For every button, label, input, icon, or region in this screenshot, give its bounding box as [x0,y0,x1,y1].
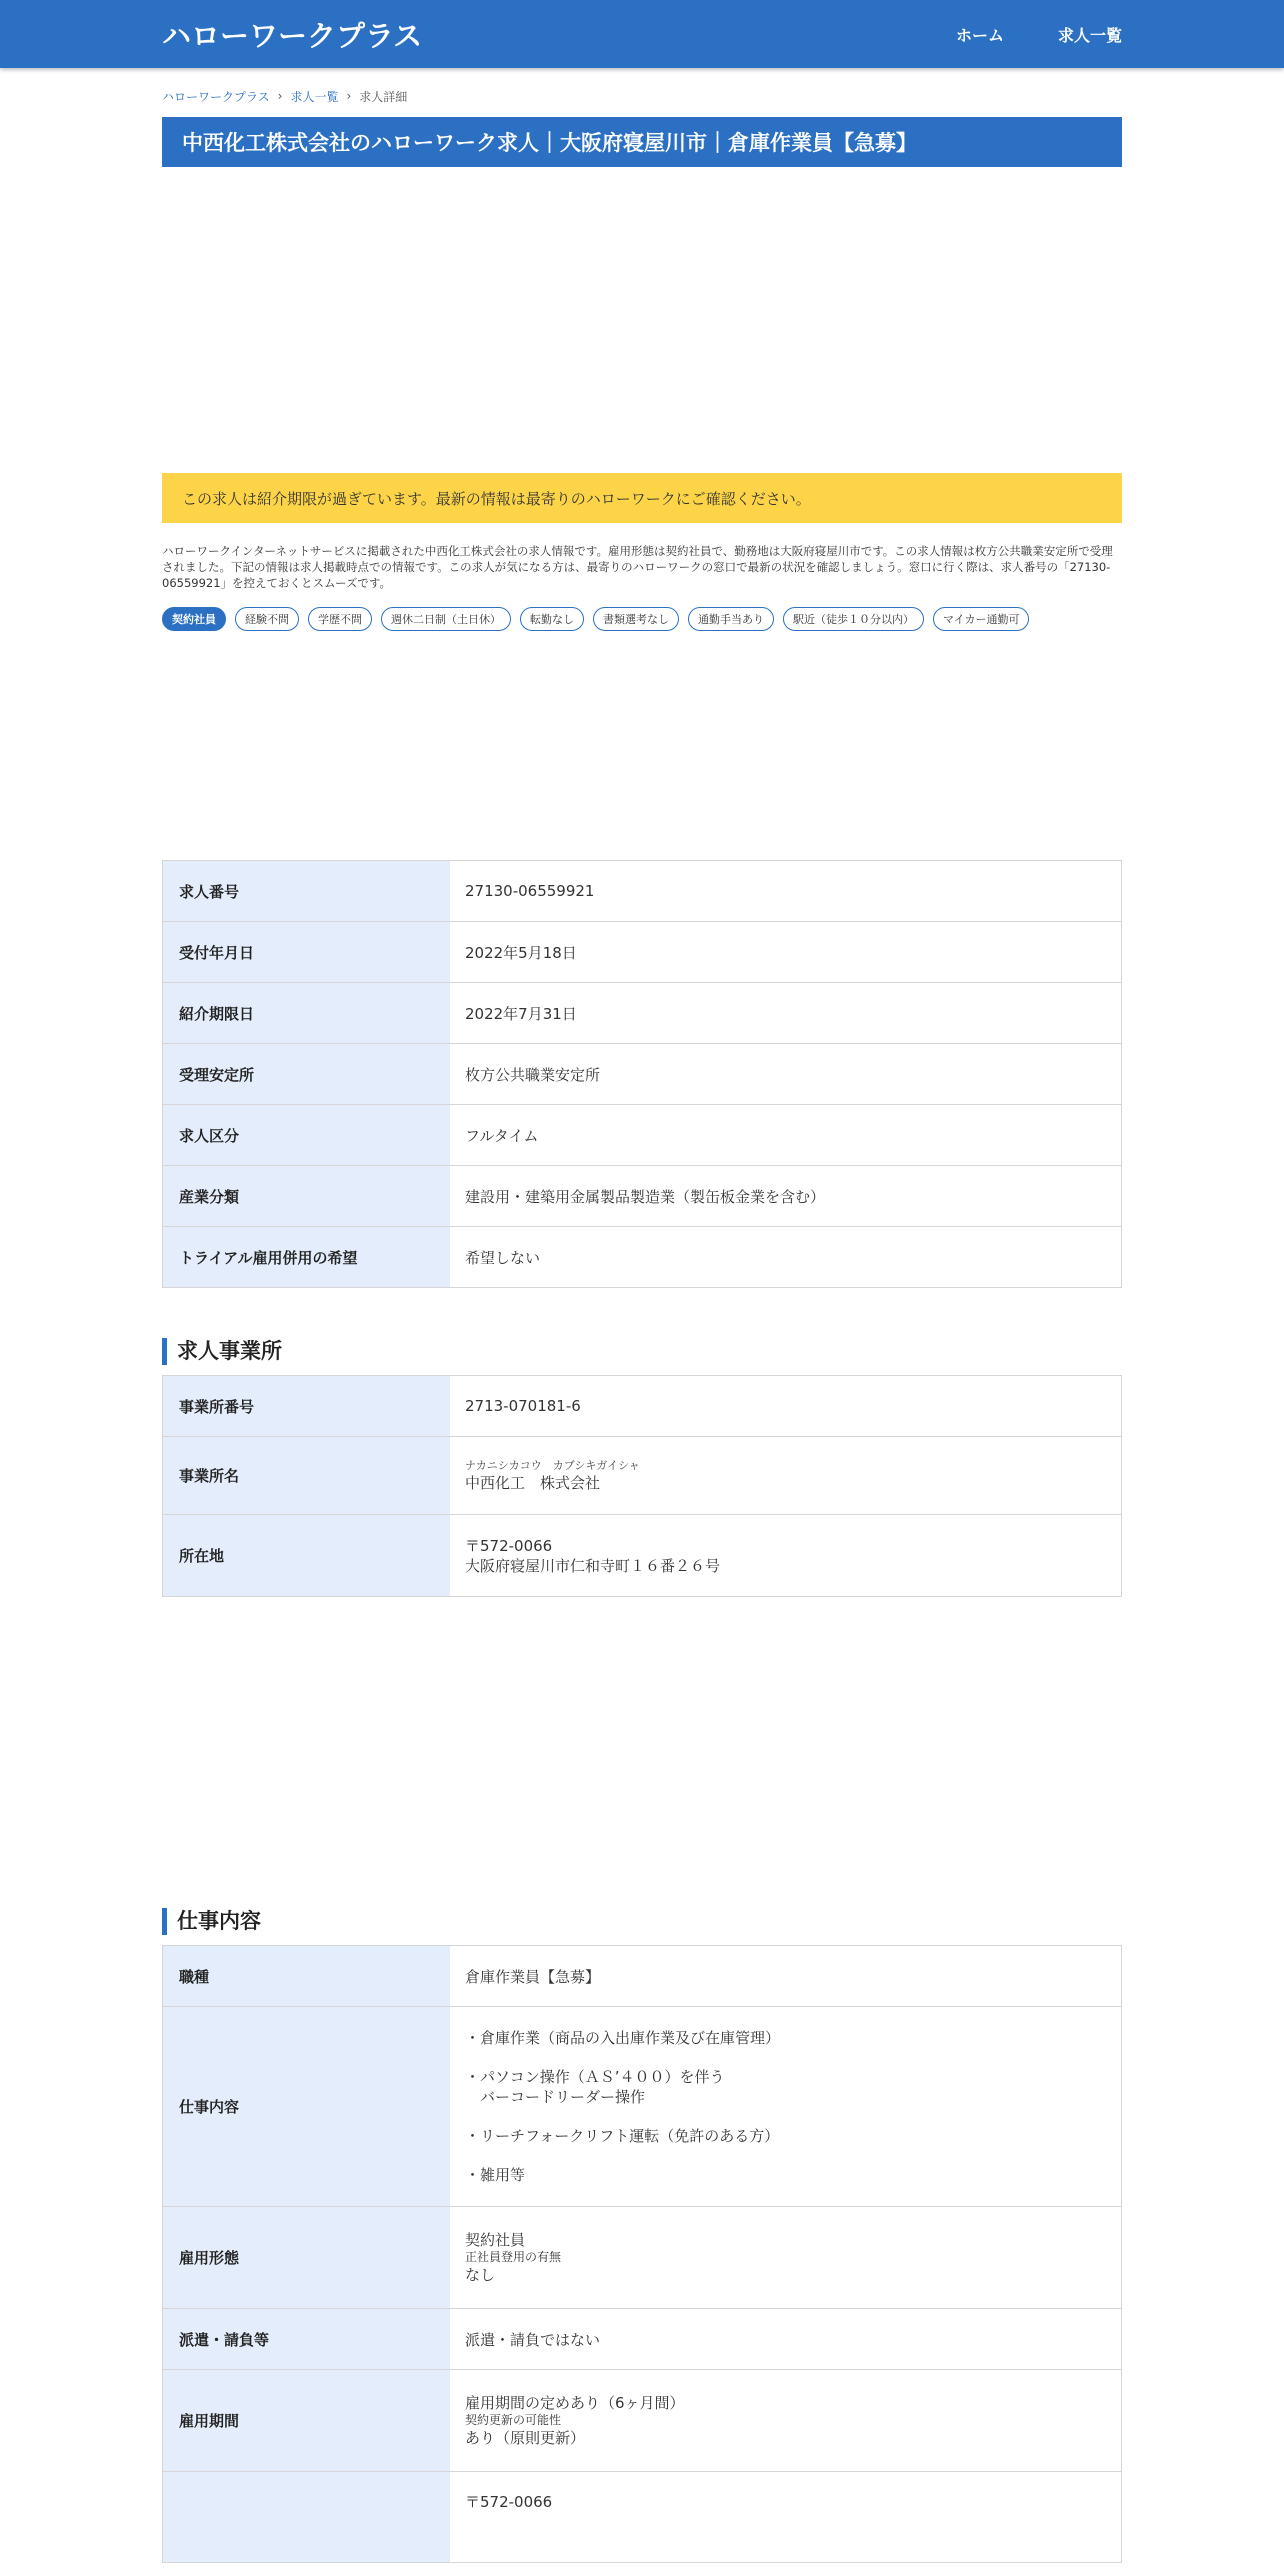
row-value [450,2370,1122,2472]
period-value: 雇用期間の定めあり（6ヶ月間） [465,2394,685,2412]
renew-label: 契約更新の可能性 [465,2413,562,2427]
job-desc-line: ・倉庫作業（商品の入出庫作業及び在庫管理） [465,2029,781,2047]
row-label [163,2472,451,2563]
tag: 経験不問 [235,607,299,631]
row-value: 建設用・建築用金属製品製造業（製缶板金業を含む） [450,1166,1122,1227]
table-row [163,2007,1122,2207]
table-row [163,2207,1122,2309]
site-header [0,0,1284,68]
table-row [163,1105,1122,1166]
tag: 学歴不問 [308,607,372,631]
table-row [163,1437,1122,1515]
row-label: 求人区分 [163,1105,451,1166]
chevron-right-icon: › [346,89,352,103]
row-value [450,1515,1122,1597]
tag: 転勤なし [520,607,584,631]
ad-space [162,167,1122,473]
table-row [163,2309,1122,2370]
page-title: 中西化工株式会社のハローワーク求人｜大阪府寝屋川市｜倉庫作業員【急募】 [162,117,1122,167]
table-row [163,2472,1122,2563]
chevron-right-icon: › [277,89,283,103]
tag: 契約社員 [162,607,226,631]
renew-value: あり（原則更新） [465,2429,586,2447]
row-label: 職種 [163,1946,451,2007]
breadcrumb-job-list[interactable]: 求人一覧 [290,89,339,104]
table-row [163,922,1122,983]
basic-info-table [162,860,1122,1288]
section-heading-job: 仕事内容 [162,1908,1122,1935]
table-row [163,1376,1122,1437]
row-label: 雇用形態 [163,2207,451,2309]
company-name-kana: ナカニシカコウ カブシキガイシャ [465,1458,640,1472]
row-value [450,2007,1122,2207]
row-label: 仕事内容 [163,2007,451,2207]
row-value: 2713-070181-6 [450,1376,1122,1437]
row-value: 2022年5月18日 [450,922,1122,983]
job-desc-line: ・リーチフォークリフト運転（免許のある方） [465,2127,780,2145]
job-table [162,1945,1122,2563]
ad-space [162,1597,1122,1908]
row-label: 事業所名 [163,1437,451,1515]
nav-job-list[interactable]: 求人一覧 [1057,25,1122,45]
company-name: 中西化工 株式会社 [465,1473,601,1492]
nav-home[interactable]: ホーム [955,25,1004,45]
table-row [163,983,1122,1044]
employment-type: 契約社員 [465,2231,526,2249]
row-label: 紹介期限日 [163,983,451,1044]
row-value [450,1437,1122,1515]
tag: 書類選考なし [593,607,679,631]
row-label: トライアル雇用併用の希望 [163,1227,451,1288]
breadcrumb-current: 求人詳細 [359,89,408,104]
row-value: 枚方公共職業安定所 [450,1044,1122,1105]
table-row [163,1515,1122,1597]
breadcrumb [162,86,1122,106]
office-table [162,1375,1122,1597]
row-value: 倉庫作業員【急募】 [450,1946,1122,2007]
row-label: 求人番号 [163,861,451,922]
job-desc-line: ・雑用等 [465,2166,526,2184]
job-desc-line: ・パソコン操作（ＡＳ’４００）を伴う バーコードリーダー操作 [465,2068,725,2106]
row-value: フルタイム [450,1105,1122,1166]
regular-label: 正社員登用の有無 [465,2250,562,2264]
row-label: 受理安定所 [163,1044,451,1105]
postal-code: 〒572-0066 [465,2493,553,2511]
main-nav [956,23,1122,46]
ad-space [162,631,1122,860]
regular-value: なし [465,2266,496,2284]
row-value: 派遣・請負ではない [450,2309,1122,2370]
tag: 通勤手当あり [688,607,774,631]
row-label: 事業所番号 [163,1376,451,1437]
postal-code: 〒572-0066 [465,1536,553,1555]
section-heading-office: 求人事業所 [162,1338,1122,1365]
table-row [163,861,1122,922]
row-value [450,2207,1122,2309]
tag: マイカー通勤可 [933,607,1029,631]
row-value: 2022年7月31日 [450,983,1122,1044]
site-logo[interactable]: ハローワークプラス [162,18,423,53]
tag: 駅近（徒歩１０分以内） [783,607,924,631]
intro-text: ハローワークインターネットサービスに掲載された中西化工株式会社の求人情報です。雇用形態は契約社員で、勤務地は大阪府寝屋川市です。この求人情報は枚方公共職業安定所で受理されました。下記の情報は求人掲載時点での情報です。この求人が気になる方は、最寄りのハローワークの窓口で最新の状況を確認しましょう。窓口に行く際は、求人番号の「27130-06559921」を控えておくとスムーズです。 [162,544,1113,590]
row-value: 希望しない [450,1227,1122,1288]
table-row [163,1227,1122,1288]
row-label: 受付年月日 [163,922,451,983]
row-label: 雇用期間 [163,2370,451,2472]
table-row [163,1946,1122,2007]
row-value: 27130-06559921 [450,861,1122,922]
tag-list [162,607,1122,631]
table-row [163,1044,1122,1105]
table-row [163,2370,1122,2472]
row-value [450,2472,1122,2563]
table-row [163,1166,1122,1227]
breadcrumb-home[interactable]: ハローワークプラス [162,89,270,104]
row-label: 所在地 [163,1515,451,1597]
row-label: 産業分類 [163,1166,451,1227]
row-label: 派遣・請負等 [163,2309,451,2370]
address: 大阪府寝屋川市仁和寺町１６番２６号 [465,1556,721,1575]
tag: 週休二日制（土日休） [381,607,511,631]
expired-notice: この求人は紹介期限が過ぎています。最新の情報は最寄りのハローワークにご確認ください。 [162,473,1122,523]
